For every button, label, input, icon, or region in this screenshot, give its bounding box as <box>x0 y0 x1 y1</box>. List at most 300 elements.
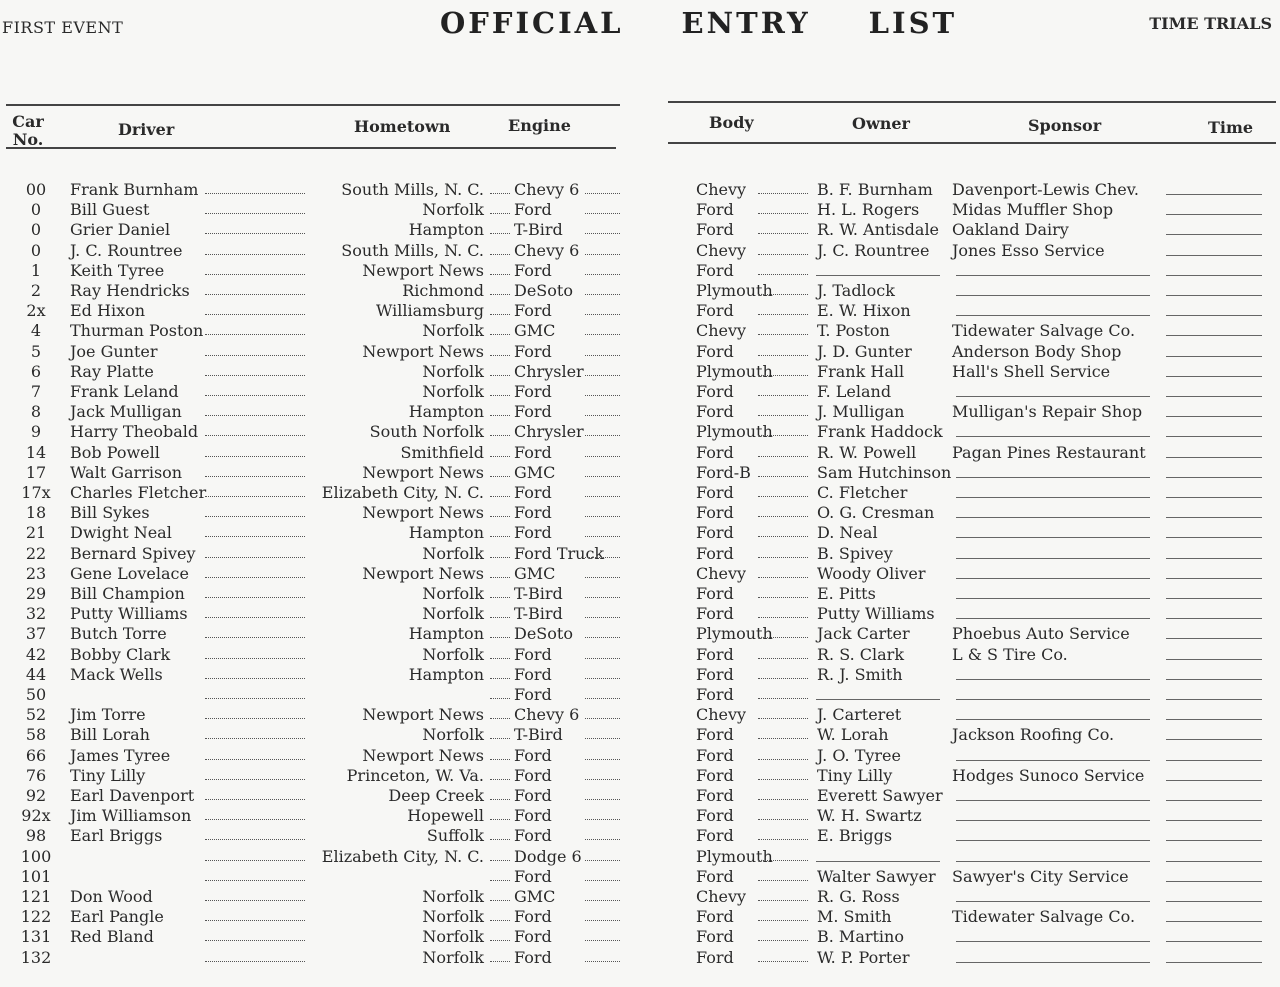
time-entry-line[interactable] <box>1166 725 1262 740</box>
hometown: Newport News <box>362 462 484 482</box>
engine-leader <box>585 705 620 719</box>
body-leader <box>758 241 808 255</box>
engine-leader <box>585 503 620 517</box>
owner: R. J. Smith <box>817 664 903 684</box>
table-row <box>0 584 1280 604</box>
time-entry-line[interactable] <box>1166 665 1262 680</box>
table-row <box>0 847 1280 867</box>
owner: Walter Sawyer <box>817 866 936 886</box>
body-leader <box>758 725 808 739</box>
body: Ford <box>696 301 734 321</box>
table-row <box>0 948 1280 968</box>
body-leader <box>758 402 808 416</box>
engine: Ford <box>514 483 552 502</box>
time-entry-line[interactable] <box>1166 523 1262 538</box>
engine-leader <box>585 907 620 921</box>
engine-leader <box>585 523 620 537</box>
driver-name: Grier Daniel <box>70 220 171 240</box>
body: Chevy <box>696 240 747 260</box>
car-number: 0 <box>30 240 42 260</box>
table-row <box>0 503 1280 523</box>
driver-name: Don Wood <box>70 887 153 906</box>
owner-blank-line <box>816 685 940 700</box>
car-number: 52 <box>25 705 47 725</box>
engine: Ford <box>514 260 552 280</box>
hometown: Princeton, W. Va. <box>346 765 484 785</box>
hometown-leader <box>490 887 510 901</box>
engine-leader <box>585 725 620 739</box>
engine: GMC <box>514 321 556 341</box>
body-leader <box>758 463 808 477</box>
hometown-leader <box>490 766 510 780</box>
hometown-leader <box>490 241 510 255</box>
engine-leader <box>585 806 620 820</box>
time-entry-line[interactable] <box>1166 261 1262 276</box>
time-entry-line[interactable] <box>1166 705 1262 720</box>
body: Ford <box>696 786 734 805</box>
body-leader <box>758 382 808 396</box>
body: Ford <box>696 382 734 401</box>
engine-leader <box>585 382 620 396</box>
time-entry-line[interactable] <box>1166 281 1262 296</box>
sponsor-blank-line <box>956 544 1150 559</box>
title-word-2: ENTRY <box>681 6 811 40</box>
owner: Tiny Lilly <box>817 765 893 785</box>
time-entry-line[interactable] <box>1166 685 1262 700</box>
hometown-leader <box>490 685 510 699</box>
body-leader <box>758 200 808 214</box>
driver-leader <box>205 483 305 497</box>
engine: Ford <box>514 442 552 462</box>
hometown: Hampton <box>408 624 484 644</box>
engine: Ford <box>514 664 552 684</box>
body: Ford <box>696 503 734 523</box>
hometown: Elizabeth City, N. C. <box>321 483 484 502</box>
hometown-leader <box>490 948 510 962</box>
time-entry-line[interactable] <box>1166 503 1262 518</box>
sponsor: Mulligan's Repair Shop <box>952 402 1143 422</box>
time-entry-line[interactable] <box>1166 422 1262 437</box>
body-leader <box>758 503 808 517</box>
engine-leader <box>585 948 620 962</box>
engine: Chevy 6 <box>514 240 580 260</box>
owner: B. Martino <box>817 927 904 947</box>
hometown-leader <box>490 584 510 598</box>
body: Ford <box>696 200 734 220</box>
body: Ford <box>696 442 734 462</box>
hometown-leader <box>490 665 510 679</box>
hometown-leader <box>490 867 510 881</box>
hometown-leader <box>490 261 510 275</box>
sponsor: Tidewater Salvage Co. <box>952 907 1136 927</box>
time-entry-line[interactable] <box>1166 200 1262 215</box>
owner: R. W. Antisdale <box>817 220 940 240</box>
body-leader <box>758 220 808 234</box>
driver-leader <box>205 826 305 840</box>
body-leader <box>758 786 808 800</box>
car-number: 29 <box>25 584 47 603</box>
engine-leader <box>585 402 620 416</box>
sponsor-blank-line <box>956 847 1150 862</box>
hometown-leader <box>490 200 510 214</box>
engine-leader <box>585 645 620 659</box>
owner: W. H. Swartz <box>817 806 922 826</box>
time-entry-line[interactable] <box>1166 483 1262 498</box>
driver-leader <box>205 220 305 234</box>
time-entry-line[interactable] <box>1166 301 1262 316</box>
driver-name: Gene Lovelace <box>70 563 189 583</box>
time-entry-line[interactable] <box>1166 443 1262 458</box>
engine: Ford <box>514 341 552 361</box>
driver-leader <box>205 624 305 638</box>
table-row <box>0 867 1280 887</box>
sponsor: L & S Tire Co. <box>952 644 1068 664</box>
car-number: 14 <box>25 442 47 462</box>
driver-name: Putty Williams <box>70 604 188 624</box>
time-entry-line[interactable] <box>1166 746 1262 761</box>
hometown-leader <box>490 786 510 800</box>
driver-leader <box>205 867 305 881</box>
driver-leader <box>205 806 305 820</box>
driver-leader <box>205 382 305 396</box>
engine-leader <box>585 321 620 335</box>
driver-name: Bill Champion <box>70 584 185 603</box>
owner: J. Tadlock <box>817 281 895 300</box>
body-leader <box>758 301 808 315</box>
car-number: 2x <box>26 301 46 321</box>
body-leader <box>758 483 808 497</box>
table-row <box>0 544 1280 564</box>
driver-leader <box>205 362 305 376</box>
hometown: Norfolk <box>422 927 484 947</box>
hometown-leader <box>490 746 510 760</box>
driver-name: Ray Hendricks <box>70 281 190 300</box>
hometown-leader <box>490 422 510 436</box>
hometown-leader <box>490 463 510 477</box>
body-leader <box>758 826 808 840</box>
car-number: 58 <box>25 725 47 745</box>
owner: R. W. Powell <box>817 442 917 462</box>
owner-blank-line <box>816 847 940 862</box>
driver-name: Ed Hixon <box>70 301 146 321</box>
driver-name: Ray Platte <box>70 361 154 381</box>
body: Plymouth <box>696 281 773 300</box>
body: Chevy <box>696 705 747 725</box>
body: Ford <box>696 927 734 947</box>
engine: Ford <box>514 382 552 401</box>
hometown: Newport News <box>362 705 484 725</box>
hometown-leader <box>490 725 510 739</box>
driver-name: Bill Guest <box>70 200 150 220</box>
table-row <box>0 241 1280 261</box>
hometown: Norfolk <box>422 361 484 381</box>
engine-leader <box>585 685 620 699</box>
car-number: 37 <box>25 624 47 644</box>
title-word-3: LIST <box>868 6 958 40</box>
engine: Ford <box>514 806 552 826</box>
driver-name: Red Bland <box>70 927 154 947</box>
hometown-leader <box>490 564 510 578</box>
driver-name: Bernard Spivey <box>70 543 196 563</box>
engine: Dodge 6 <box>514 846 582 866</box>
body: Ford <box>696 220 734 240</box>
time-entry-line[interactable] <box>1166 382 1262 397</box>
sponsor: Pagan Pines Restaurant <box>952 442 1146 462</box>
time-entry-line[interactable] <box>1166 564 1262 579</box>
engine: DeSoto <box>514 624 573 644</box>
engine: Ford <box>514 947 552 967</box>
sponsor-blank-line <box>956 483 1150 498</box>
engine-leader <box>585 180 620 194</box>
driver-leader <box>205 200 305 214</box>
car-number: 92x <box>21 806 51 826</box>
hometown-leader <box>490 220 510 234</box>
col-body: Body <box>709 113 754 132</box>
table-row <box>0 180 1280 200</box>
table-row <box>0 766 1280 786</box>
car-number: 23 <box>25 563 47 583</box>
table-row <box>0 443 1280 463</box>
owner: B. F. Burnham <box>817 180 933 199</box>
sponsor-blank-line <box>956 584 1150 599</box>
hometown-leader <box>490 604 510 618</box>
hometown: Newport News <box>362 503 484 523</box>
body: Ford <box>696 604 734 624</box>
table-row <box>0 301 1280 321</box>
time-entry-line[interactable] <box>1166 927 1262 942</box>
car-number: 76 <box>25 765 47 785</box>
body-leader <box>758 564 808 578</box>
engine-leader <box>585 746 620 760</box>
driver-leader <box>205 705 305 719</box>
body: Ford <box>696 260 734 280</box>
body: Ford-B <box>696 462 751 482</box>
hometown-leader <box>490 806 510 820</box>
engine-leader <box>585 786 620 800</box>
car-number: 6 <box>30 361 42 381</box>
time-entry-line[interactable] <box>1166 241 1262 256</box>
time-entry-line[interactable] <box>1166 584 1262 599</box>
hometown-leader <box>490 544 510 558</box>
time-entry-line[interactable] <box>1166 624 1262 639</box>
table-row <box>0 624 1280 644</box>
driver-name: Frank Leland <box>70 382 179 401</box>
engine-leader <box>585 887 620 901</box>
engine: Chrysler <box>514 361 584 381</box>
hometown-leader <box>490 705 510 719</box>
engine: Chevy 6 <box>514 705 580 725</box>
time-entry-line[interactable] <box>1166 907 1262 922</box>
owner: Putty Williams <box>817 604 935 624</box>
engine: Ford <box>514 866 552 886</box>
owner: R. G. Ross <box>817 887 900 906</box>
driver-name: Jack Mulligan <box>70 402 182 422</box>
table-row <box>0 523 1280 543</box>
time-entry-line[interactable] <box>1166 826 1262 841</box>
driver-name: Bill Lorah <box>70 725 150 745</box>
body-leader <box>758 927 808 941</box>
sponsor: Phoebus Auto Service <box>952 624 1130 644</box>
car-number: 0 <box>30 220 42 240</box>
time-entry-line[interactable] <box>1166 321 1262 336</box>
body-leader <box>758 422 808 436</box>
time-entry-line[interactable] <box>1166 806 1262 821</box>
col-engine: Engine <box>508 116 571 135</box>
driver-leader <box>205 301 305 315</box>
engine-leader <box>585 867 620 881</box>
body: Ford <box>696 584 734 603</box>
time-entry-line[interactable] <box>1166 342 1262 357</box>
hometown: Norfolk <box>422 947 484 967</box>
sponsor: Hodges Sunoco Service <box>952 765 1145 785</box>
hometown: Deep Creek <box>388 786 484 805</box>
body: Ford <box>696 644 734 664</box>
time-entry-line[interactable] <box>1166 604 1262 619</box>
sponsor-blank-line <box>956 503 1150 518</box>
hometown: Norfolk <box>422 644 484 664</box>
hometown: Norfolk <box>422 543 484 563</box>
time-entry-line[interactable] <box>1166 220 1262 235</box>
col-car: Car No. <box>12 112 44 149</box>
sponsor: Jackson Roofing Co. <box>952 725 1115 745</box>
time-entry-line[interactable] <box>1166 867 1262 882</box>
hometown-leader <box>490 443 510 457</box>
owner: T. Poston <box>817 321 890 341</box>
body: Ford <box>696 523 734 543</box>
body: Ford <box>696 907 734 927</box>
hometown: Newport News <box>362 260 484 280</box>
engine: GMC <box>514 887 556 906</box>
body: Ford <box>696 341 734 361</box>
body-leader <box>758 180 808 194</box>
driver-leader <box>205 463 305 477</box>
table-row <box>0 281 1280 301</box>
sponsor-blank-line <box>956 948 1150 963</box>
time-entry-line[interactable] <box>1166 544 1262 559</box>
owner: J. Mulligan <box>817 402 905 422</box>
table-row <box>0 261 1280 281</box>
table-row <box>0 483 1280 503</box>
driver-name: Jim Williamson <box>70 806 192 826</box>
engine-leader <box>585 604 620 618</box>
owner: J. O. Tyree <box>817 745 901 765</box>
body: Chevy <box>696 321 747 341</box>
body: Ford <box>696 402 734 422</box>
time-entry-line[interactable] <box>1166 766 1262 781</box>
hometown-leader <box>490 523 510 537</box>
left-bottom-rule <box>6 147 616 149</box>
owner: O. G. Cresman <box>817 503 935 523</box>
hometown: South Norfolk <box>369 422 484 442</box>
owner: E. Briggs <box>817 826 893 846</box>
engine: Ford <box>514 786 552 805</box>
driver-name: James Tyree <box>70 745 171 765</box>
header-left: FIRST EVENT <box>2 18 124 37</box>
driver-name: Jim Torre <box>70 705 146 725</box>
time-entry-line[interactable] <box>1166 948 1262 963</box>
hometown-leader <box>490 624 510 638</box>
sponsor-blank-line <box>956 463 1150 478</box>
owner: Woody Oliver <box>817 563 926 583</box>
engine-leader <box>585 261 620 275</box>
driver-leader <box>205 665 305 679</box>
body: Ford <box>696 765 734 785</box>
car-number: 66 <box>25 745 47 765</box>
hometown-leader <box>490 342 510 356</box>
hometown: Norfolk <box>422 604 484 624</box>
driver-leader <box>205 402 305 416</box>
engine-leader <box>585 422 620 436</box>
sponsor-blank-line <box>956 927 1150 942</box>
body: Chevy <box>696 180 747 199</box>
body-leader <box>758 321 808 335</box>
time-entry-line[interactable] <box>1166 463 1262 478</box>
hometown-leader <box>490 907 510 921</box>
page-title <box>440 6 957 40</box>
driver-name: Bill Sykes <box>70 503 150 523</box>
engine: Ford <box>514 523 552 543</box>
body-leader <box>758 281 808 295</box>
time-entry-line[interactable] <box>1166 645 1262 660</box>
engine-leader <box>585 241 620 255</box>
hometown-leader <box>490 503 510 517</box>
body-leader <box>758 705 808 719</box>
owner: J. C. Rountree <box>817 240 930 260</box>
time-entry-line[interactable] <box>1166 786 1262 801</box>
owner: B. Spivey <box>817 543 893 563</box>
table-row <box>0 806 1280 826</box>
car-number: 4 <box>30 321 42 341</box>
driver-leader <box>205 907 305 921</box>
hometown: Richmond <box>402 281 484 300</box>
hometown: Norfolk <box>422 321 484 341</box>
table-row <box>0 463 1280 483</box>
sponsor-blank-line <box>956 422 1150 437</box>
body-leader <box>758 907 808 921</box>
owner: J. Carteret <box>817 705 902 725</box>
time-entry-line[interactable] <box>1166 180 1262 195</box>
hometown-leader <box>490 301 510 315</box>
time-entry-line[interactable] <box>1166 887 1262 902</box>
owner: C. Fletcher <box>817 483 908 502</box>
car-number: 7 <box>30 382 42 401</box>
sponsor-blank-line <box>956 806 1150 821</box>
body-leader <box>758 261 808 275</box>
engine: T-Bird <box>514 604 563 624</box>
body-leader <box>758 584 808 598</box>
time-entry-line[interactable] <box>1166 847 1262 862</box>
table-row <box>0 604 1280 624</box>
sponsor-blank-line <box>956 887 1150 902</box>
sponsor: Tidewater Salvage Co. <box>952 321 1136 341</box>
owner: R. S. Clark <box>817 644 905 664</box>
driver-leader <box>205 281 305 295</box>
hometown: South Mills, N. C. <box>341 240 484 260</box>
hometown: Suffolk <box>426 826 484 846</box>
time-entry-line[interactable] <box>1166 362 1262 377</box>
time-entry-line[interactable] <box>1166 402 1262 417</box>
driver-leader <box>205 544 305 558</box>
driver-name: Dwight Neal <box>70 523 172 543</box>
engine: Ford <box>514 765 552 785</box>
col-hometown: Hometown <box>354 117 451 136</box>
car-number: 8 <box>30 402 42 422</box>
hometown: South Mills, N. C. <box>341 180 484 199</box>
owner: Frank Haddock <box>817 422 943 442</box>
car-number: 32 <box>25 604 47 624</box>
driver-leader <box>205 948 305 962</box>
hometown: Hampton <box>408 402 484 422</box>
